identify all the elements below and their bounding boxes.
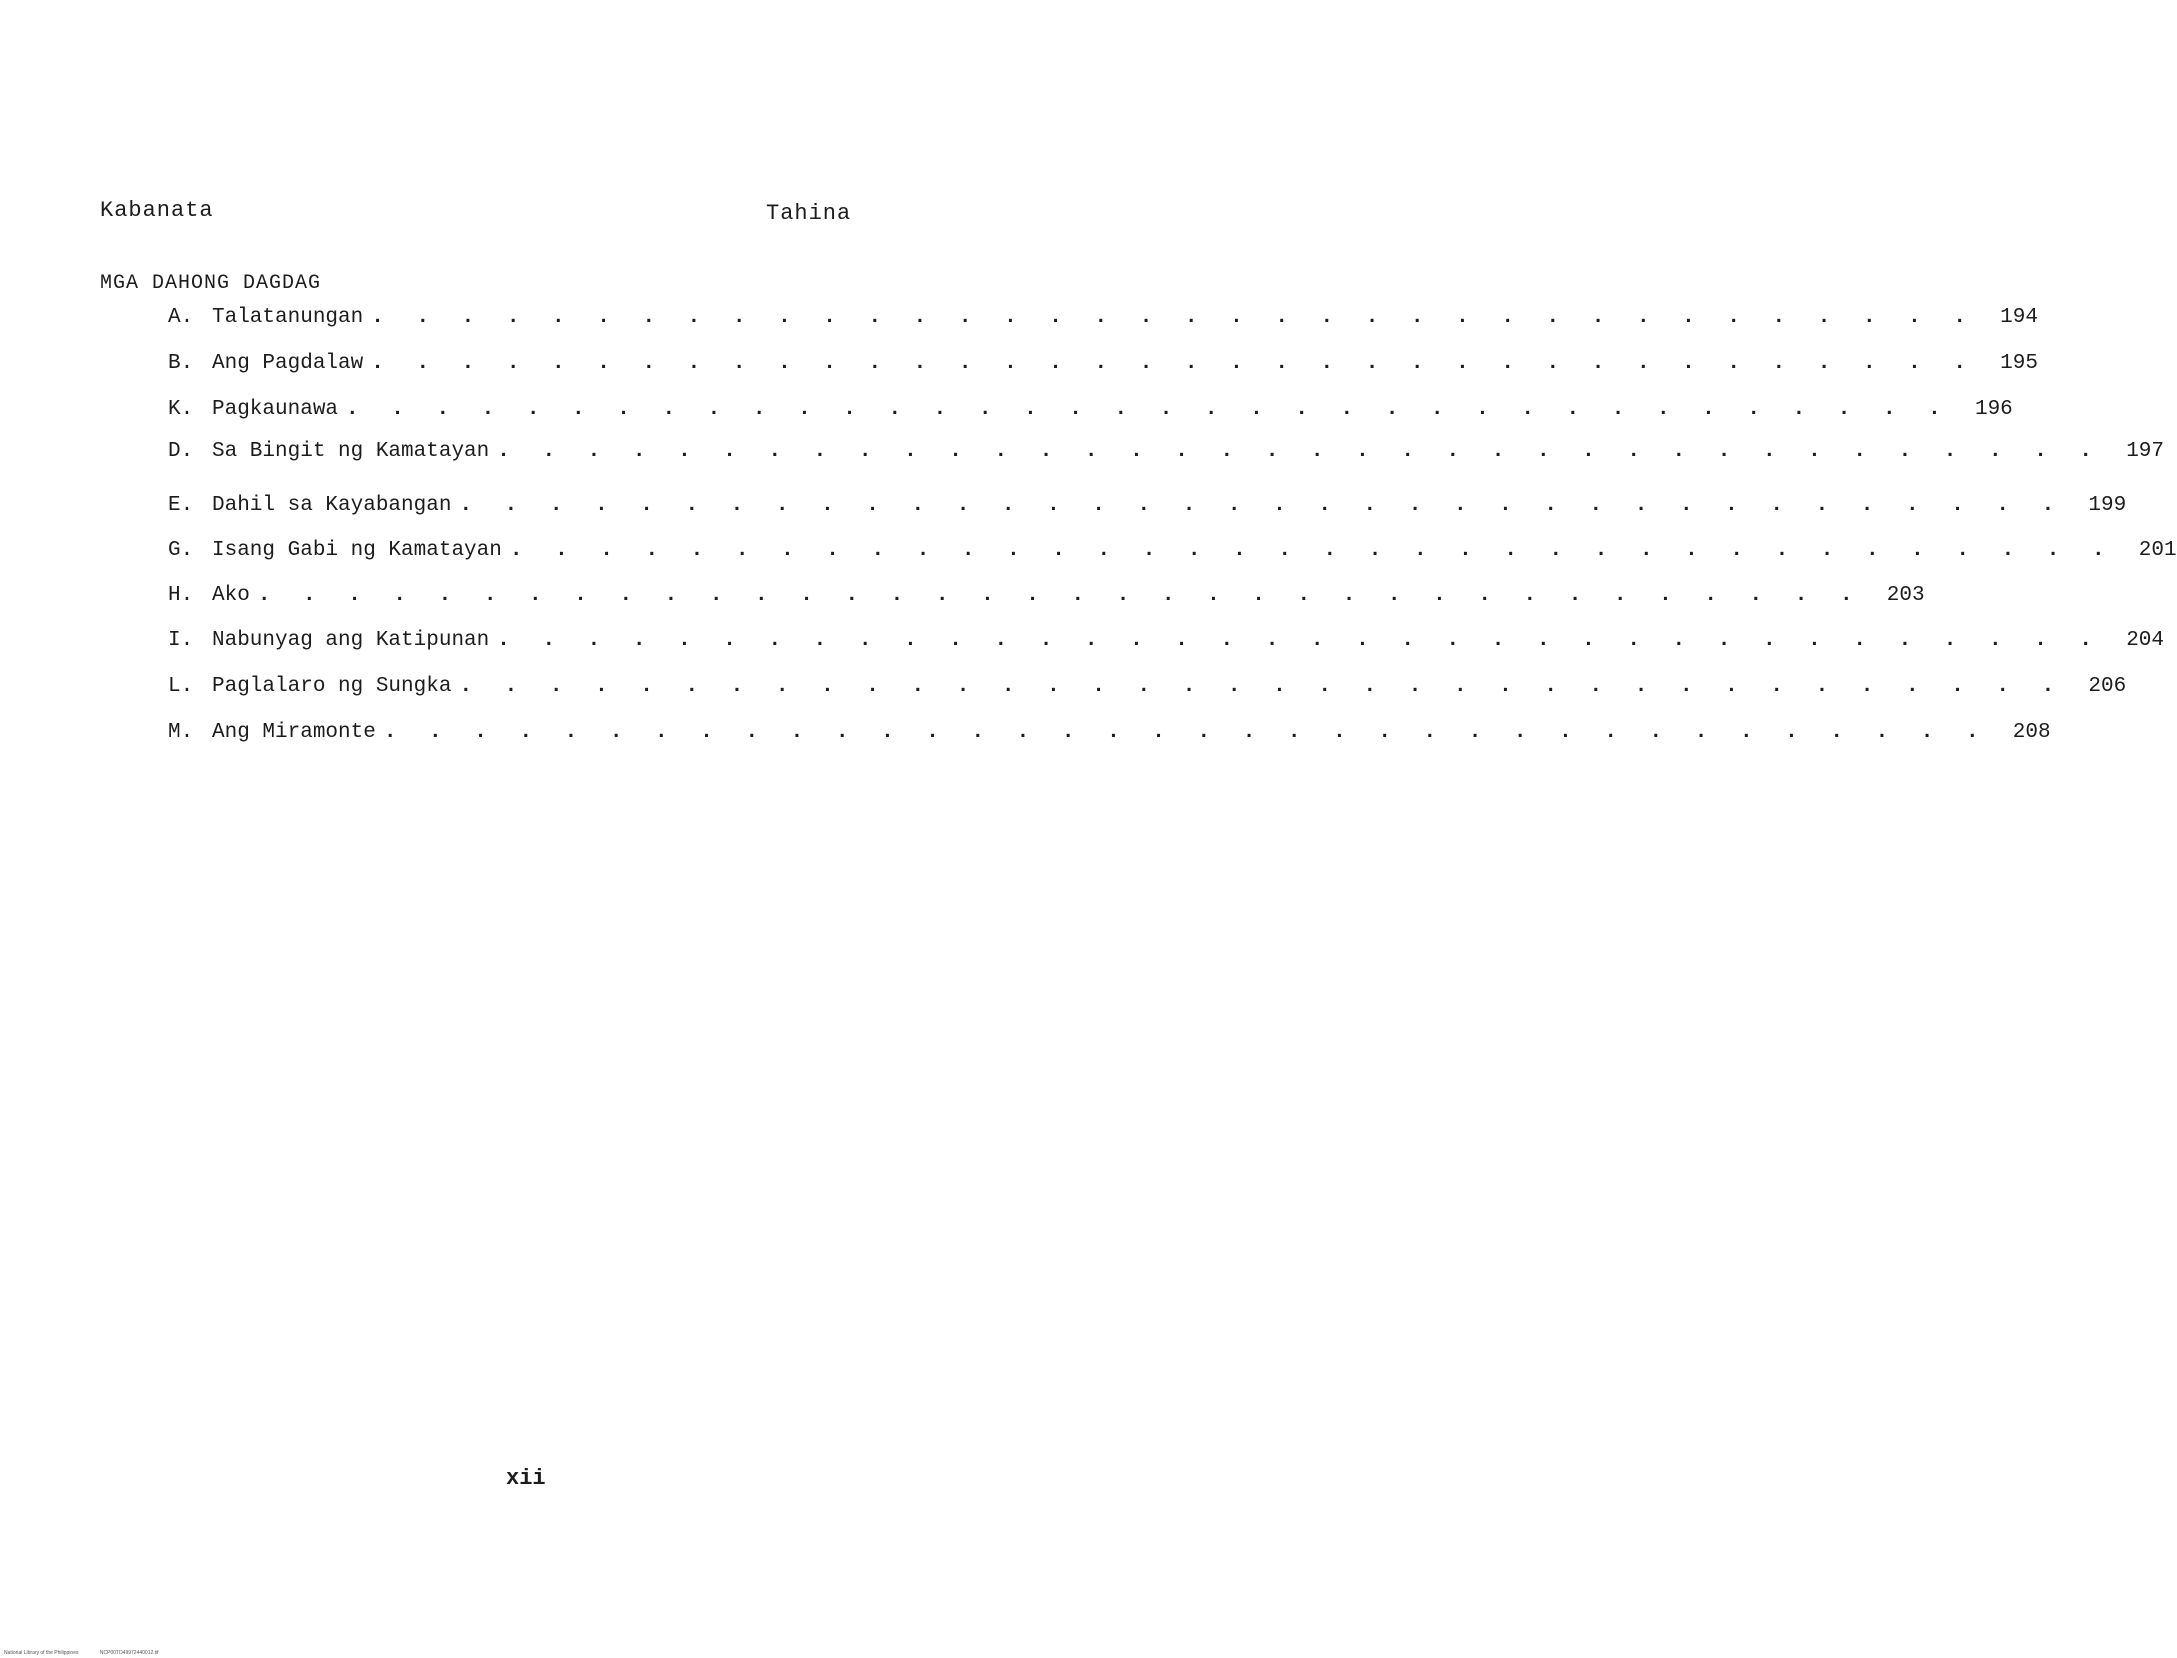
page-number: xii xyxy=(506,1466,546,1491)
scan-footer xyxy=(4,1650,159,1656)
dot-leader: . . . . . . . . . . . . . . . . . . . . . . . . . . . . . . . . . . . . xyxy=(257,584,1863,607)
toc-entry-page: 199 xyxy=(2088,494,2127,517)
dot-leader: . . . . . . . . . . . . . . . . . . . . . . . . . . . . . . . . . . . . xyxy=(497,629,2102,652)
toc-entry-letter: I. xyxy=(168,629,194,652)
toc-entry-letter: E. xyxy=(168,494,194,517)
section-heading: MGA DAHONG DAGDAG xyxy=(100,272,322,295)
toc-entry-letter: A. xyxy=(168,306,194,329)
toc-entry xyxy=(168,629,2164,659)
toc-entry-title: Ako xyxy=(212,584,250,607)
toc-entry-page: 208 xyxy=(2012,721,2051,744)
toc-entry-letter: L. xyxy=(168,675,194,698)
column-header-chapter: Kabanata xyxy=(100,198,214,223)
toc-entry xyxy=(168,539,2177,569)
toc-entry-page: 206 xyxy=(2088,675,2127,698)
dot-leader: . . . . . . . . . . . . . . . . . . . . . . . . . . . . . . . . . . . . xyxy=(383,721,1989,744)
toc-entry-title: Ang Miramonte xyxy=(212,721,376,744)
toc-entry-page: 196 xyxy=(1974,398,2013,421)
toc-entry xyxy=(168,584,1925,614)
toc-entry-letter: B. xyxy=(168,352,194,375)
column-header-page: Tahina xyxy=(766,201,852,226)
toc-entry-letter: M. xyxy=(168,721,194,744)
toc-entry xyxy=(168,306,2038,336)
toc-entry-title: Ang Pagdalaw xyxy=(212,352,364,375)
toc-entry-letter: K. xyxy=(168,398,194,421)
toc-entry xyxy=(168,721,2051,751)
dot-leader: . . . . . . . . . . . . . . . . . . . . . . . . . . . . . . . . . . . . xyxy=(509,539,2115,562)
toc-entry-letter: G. xyxy=(168,539,194,562)
dot-leader: . . . . . . . . . . . . . . . . . . . . . . . . . . . . . . . . . . . . xyxy=(371,306,1976,329)
scan-file-id: NCP00TD49972440012.tif xyxy=(99,1650,159,1656)
toc-entry-title: Isang Gabi ng Kamatayan xyxy=(212,539,502,562)
toc-entry-title: Nabunyag ang Katipunan xyxy=(212,629,490,652)
toc-entry-page: 195 xyxy=(2000,352,2038,375)
dot-leader: . . . . . . . . . . . . . . . . . . . . . . . . . . . . . . . . . . . . xyxy=(371,352,1976,375)
toc-entry-page: 194 xyxy=(2000,306,2038,329)
library-credit: National Library of the Philippines xyxy=(4,1650,79,1656)
dot-leader: . . . . . . . . . . . . . . . . . . . . . . . . . . . . . . . . . . . . xyxy=(459,675,2065,698)
toc-entry-title: Dahil sa Kayabangan xyxy=(212,494,452,517)
toc-entry xyxy=(168,398,2013,428)
toc-entry xyxy=(168,440,2164,470)
toc-entry-page: 201 xyxy=(2138,539,2177,562)
dot-leader: . . . . . . . . . . . . . . . . . . . . . . . . . . . . . . . . . . . . xyxy=(459,494,2065,517)
toc-entry-title: Sa Bingit ng Kamatayan xyxy=(212,440,490,463)
dot-leader: . . . . . . . . . . . . . . . . . . . . . . . . . . . . . . . . . . . . xyxy=(346,398,1951,421)
toc-entry-letter: D. xyxy=(168,440,194,463)
toc-entry-title: Pagkaunawa xyxy=(212,398,339,421)
dot-leader: . . . . . . . . . . . . . . . . . . . . . . . . . . . . . . . . . . . . xyxy=(497,440,2102,463)
toc-entry xyxy=(168,352,2038,382)
toc-entry-page: 204 xyxy=(2126,629,2164,652)
toc-entry-page: 203 xyxy=(1886,584,1925,607)
toc-entry-title: Paglalaro ng Sungka xyxy=(212,675,452,698)
toc-entry xyxy=(168,675,2127,705)
toc-entry-letter: H. xyxy=(168,584,194,607)
toc-entry-title: Talatanungan xyxy=(212,306,364,329)
toc-entry-page: 197 xyxy=(2126,440,2164,463)
toc-entry xyxy=(168,494,2127,524)
